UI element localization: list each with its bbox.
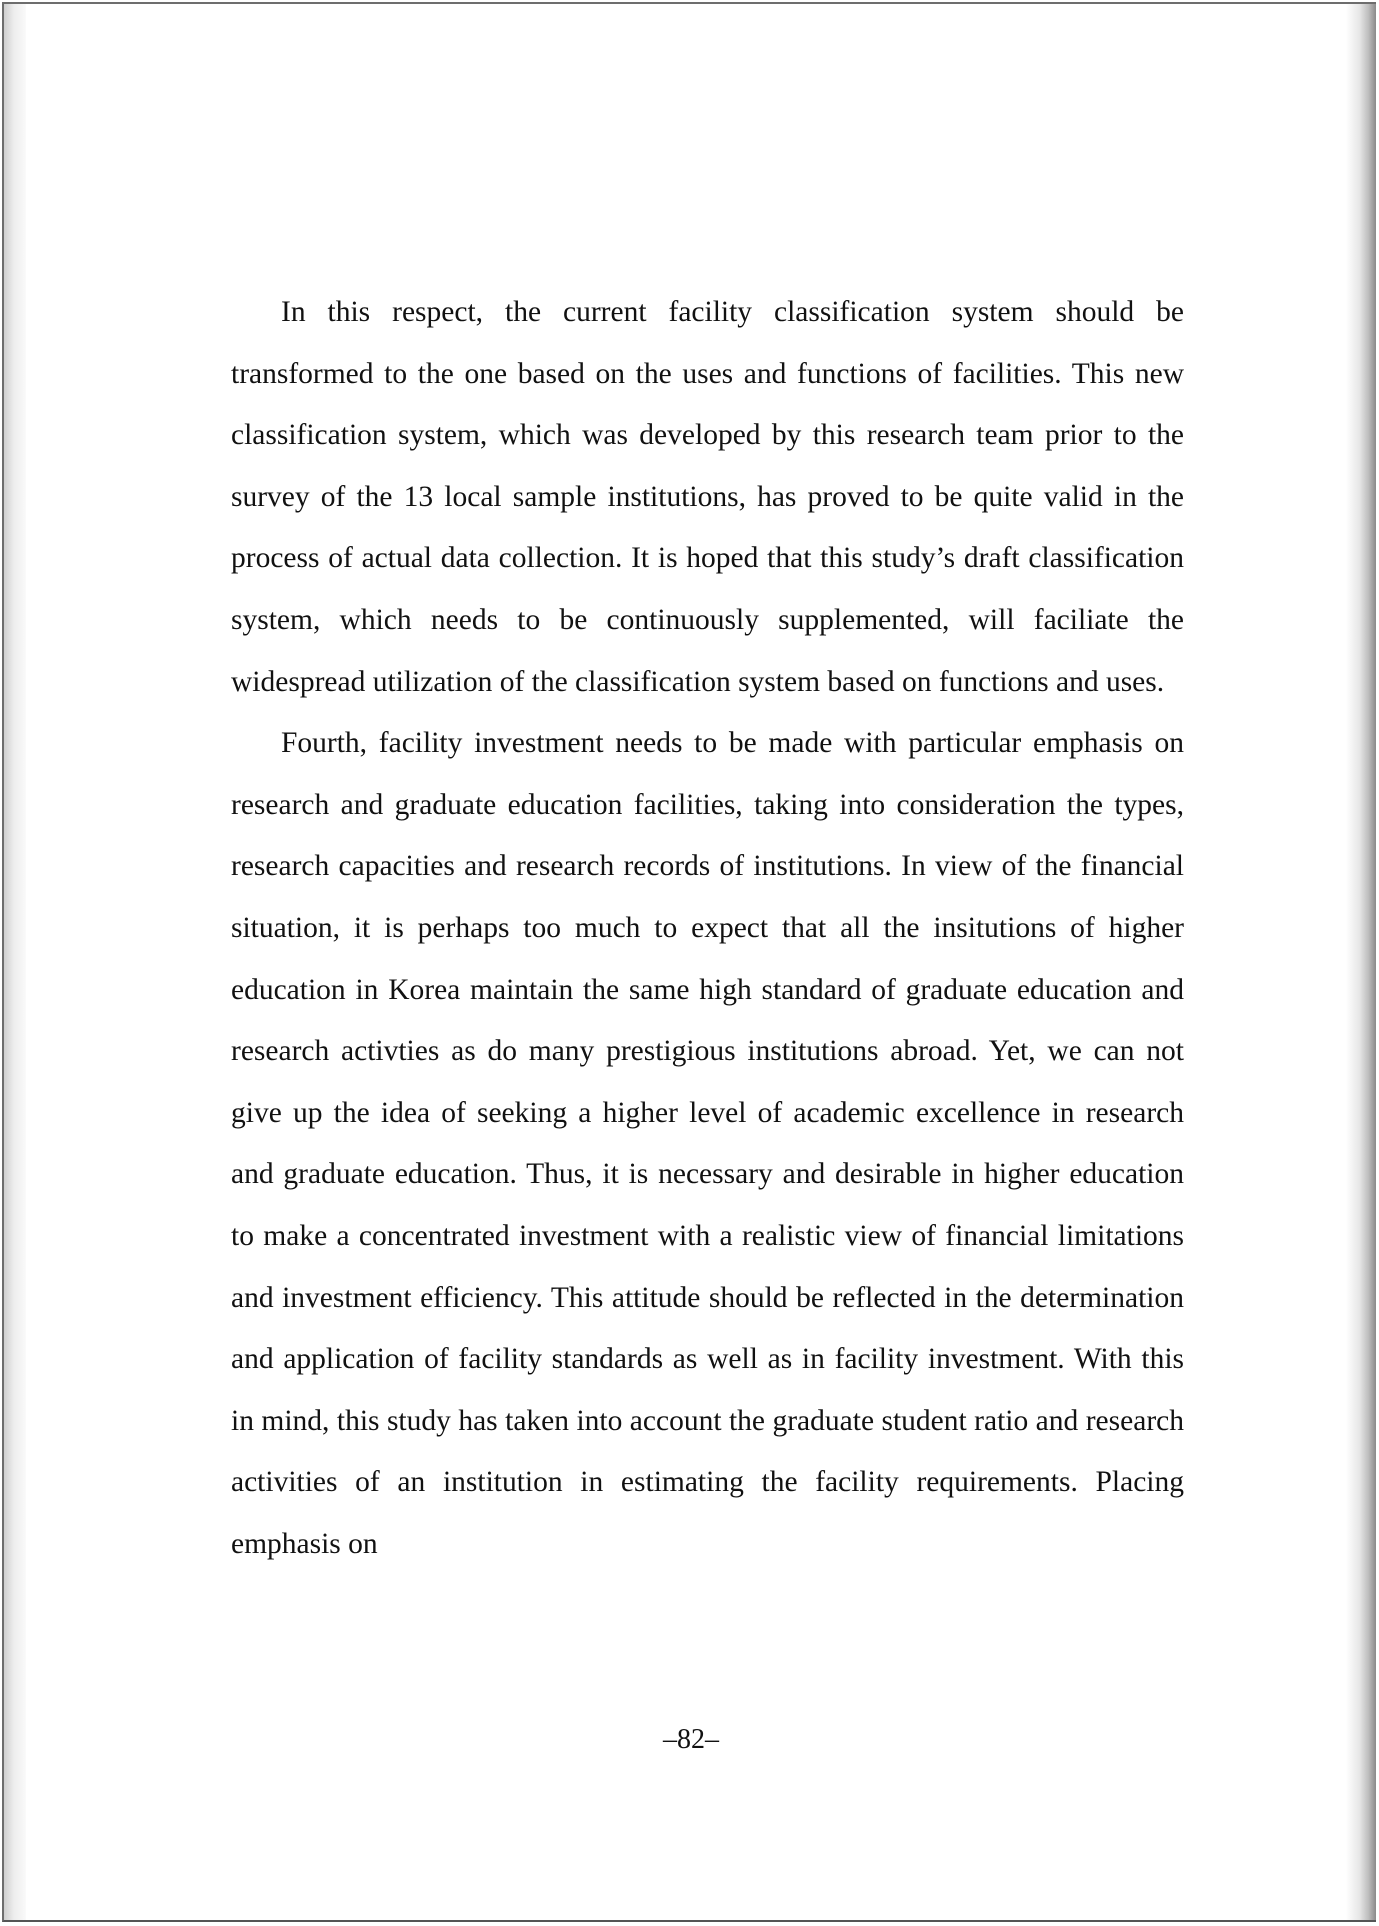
paragraph-classification-system: In this respect, the current facility classification system should be transformed to the one based on the uses and functions of facilities. This new classification system, which was developed by this research team prior to the survey of the 13 local sample institutions, has proved to be quite valid in the process of actual data collection. It is hoped that this study’s draft classification system, which needs to be continuously supplemented, will faciliate the widespread utilization of the classification system based on functions and uses.: [231, 296, 1184, 698]
paragraph-facility-investment: Fourth, facility investment needs to be made with particular emphasis on research and graduate education facilities, taking into consideration the types, research capacities and research records of institutions. In view of the financial situation, it is perhaps too much to expect that all the insitutions of higher education in Korea maintain the same high standard of graduate education and research activties as do many prestigious institutions abroad. Yet, we can not give up the idea of seeking a higher level of academic excellence in research and graduate education. Thus, it is necessary and desirable in higher education to make a concentrated investment with a realistic view of financial limitations and investment efficiency. This attitude should be reflected in the determination and application of facility standards as well as in facility investment. With this in mind, this study has taken into account the graduate student ratio and research activities of an institution in estimating the facility requirements. Placing emphasis on: [231, 727, 1184, 1560]
binding-shadow: [4, 4, 26, 1920]
page-number: –82–: [663, 1724, 719, 1755]
body-text: [231, 282, 1184, 1575]
document-page: [2, 2, 1376, 1922]
page-edge-shadow: [1346, 4, 1376, 1920]
